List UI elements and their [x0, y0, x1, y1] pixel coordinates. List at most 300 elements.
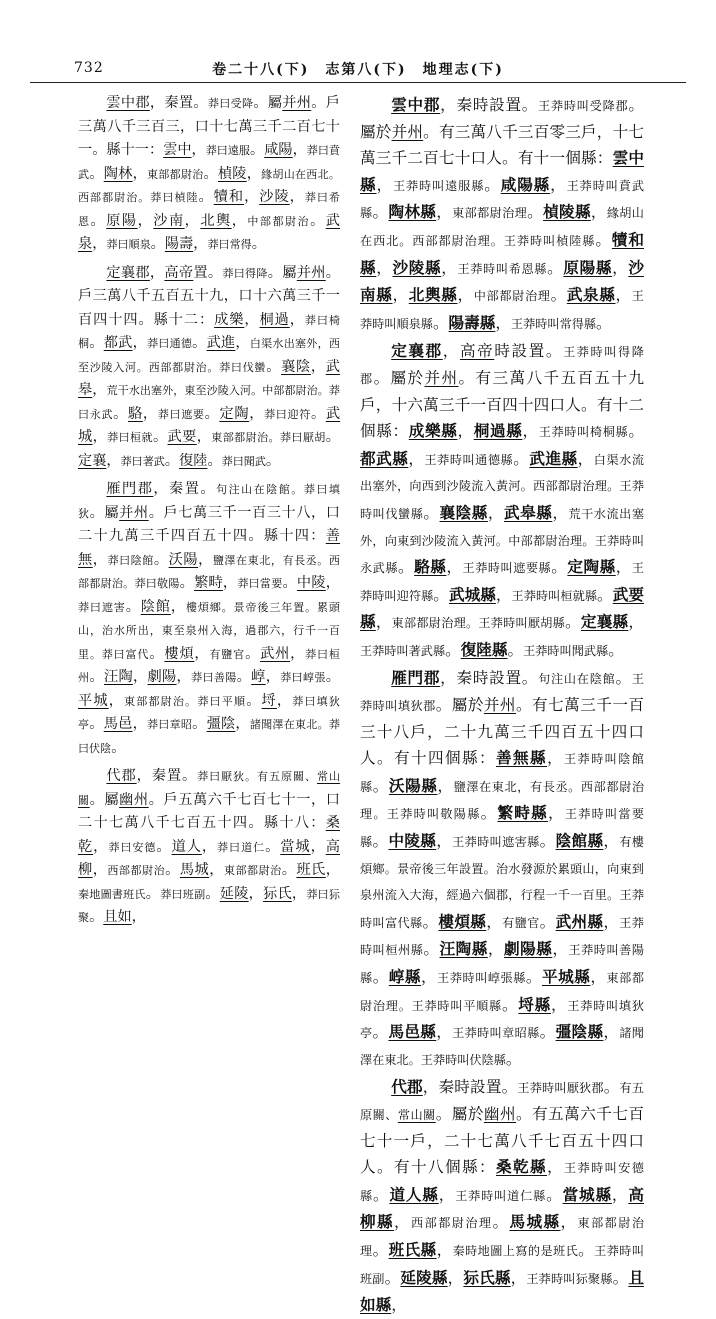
- body-text: ，: [246, 165, 262, 182]
- body-text: 。有五萬六千七百七十一戶，二十七萬八千七百五十四口人。有十八個縣：: [360, 1104, 644, 1177]
- body-text: 。: [372, 1240, 389, 1259]
- body-text: ，秦置。: [153, 481, 217, 497]
- place-name: 崞: [251, 669, 266, 685]
- place-name: 武泉: [78, 212, 340, 252]
- annotation-note: 西部都尉治理: [411, 1216, 493, 1231]
- annotation-note: 句注山在陰館: [538, 672, 616, 687]
- annotation-note: 莽曰班副: [160, 887, 206, 901]
- place-name: 并州: [282, 95, 312, 111]
- body-text: ，: [92, 236, 107, 252]
- body-text: 。戶三萬八千五百五十九，口十六萬三千一百四十四。縣十二：: [78, 264, 340, 328]
- body-text: ，: [552, 940, 569, 959]
- annotation-note: 西部都尉治: [107, 864, 166, 877]
- body-text: ，: [550, 995, 568, 1014]
- body-text: 。: [525, 968, 543, 986]
- body-text: 。: [501, 995, 519, 1014]
- body-text: 。: [596, 313, 612, 332]
- body-text: 。: [89, 335, 104, 351]
- body-text: 。: [265, 452, 281, 469]
- annotation-note: 王莽時叫受降郡: [538, 99, 629, 113]
- body-text: ，: [447, 1268, 464, 1287]
- body-text: 。: [422, 912, 439, 931]
- body-text: 。: [325, 429, 340, 445]
- body-text: ，: [310, 358, 326, 375]
- place-name: 狋氏: [263, 885, 292, 902]
- place-name: 埒縣: [518, 994, 551, 1014]
- body-text: 。: [628, 422, 644, 441]
- annotation-note: 王莽時叫填狄郡: [360, 672, 644, 714]
- body-text: ，秦時設置。: [422, 1078, 518, 1097]
- place-name: 成樂: [214, 311, 245, 328]
- annotation-note: 東部都尉治。莽曰平順: [124, 694, 247, 708]
- place-name: 樓煩縣: [438, 911, 487, 931]
- place-name: 雲中郡: [106, 95, 150, 111]
- body-text: ，: [292, 142, 307, 158]
- annotation-note: 莽曰通德: [146, 337, 193, 350]
- place-name: 沙南縣: [360, 257, 644, 305]
- body-text: ，: [198, 551, 213, 568]
- body-text: 。: [89, 716, 104, 732]
- body-text: 。: [372, 832, 389, 851]
- body-text: ，: [248, 885, 264, 902]
- place-name: 定陶縣: [567, 557, 616, 577]
- body-text: 。: [325, 669, 340, 685]
- annotation-note: 緣胡山在西北。西部都尉治。莽曰楨陸: [78, 167, 340, 204]
- annotation-note: 莽曰得降: [222, 266, 268, 280]
- body-text: ，: [291, 885, 307, 902]
- body-text: 。屬: [89, 791, 120, 808]
- body-text: 。有七萬三千一百三十八戶，二十九萬三千四百五十四口人。有十四個縣：: [360, 696, 644, 768]
- annotation-note: 莽曰安德: [108, 840, 157, 854]
- annotation-note: 中部都尉治: [247, 214, 311, 228]
- place-name: 馬邑縣: [388, 1022, 437, 1042]
- body-text: ，: [310, 838, 326, 855]
- body-text: ，: [231, 212, 248, 229]
- body-text: 。: [373, 1185, 390, 1204]
- annotation-note: 莽曰遠服: [205, 144, 250, 157]
- place-name: 延陵: [219, 885, 249, 902]
- annotation-note: 莽曰順泉: [106, 238, 151, 251]
- annotation-note: 東部都尉治理: [360, 1216, 644, 1258]
- place-name: 高柳縣: [360, 1184, 644, 1232]
- annotation-note: 諸聞澤在東北。王莽時叫伏陰縣: [360, 1026, 644, 1067]
- body-text: ，: [249, 405, 265, 422]
- body-text: ，: [436, 1023, 453, 1042]
- body-text: 。: [245, 645, 261, 662]
- annotation-note: 王莽時叫遮害縣: [452, 835, 540, 850]
- body-text: ，: [92, 551, 108, 568]
- place-name: 劇陽: [147, 669, 177, 685]
- body-text: 。: [204, 405, 220, 422]
- place-name: 并州: [424, 368, 459, 387]
- annotation-note: 東部都尉治: [146, 167, 204, 181]
- body-text: ，: [290, 645, 306, 662]
- body-text: ，: [137, 212, 154, 229]
- body-text: ，: [510, 1268, 527, 1287]
- place-name: 雲中: [163, 142, 192, 158]
- body-text: ，: [106, 452, 121, 469]
- body-text: 。: [539, 912, 556, 931]
- annotation-note: 莽曰桓州: [78, 647, 340, 684]
- place-name: 中陵: [296, 575, 326, 591]
- place-name: 武要: [167, 429, 197, 445]
- place-name: 咸陽: [264, 142, 293, 158]
- body-text: ，: [132, 165, 147, 182]
- body-text: ，: [603, 1023, 620, 1042]
- body-text: ，: [276, 692, 293, 709]
- body-text: ，: [495, 313, 511, 332]
- body-text: 時設置。: [494, 342, 564, 361]
- annotation-note: 莽曰陰館: [107, 553, 154, 567]
- body-text: ，: [522, 422, 539, 441]
- annotation-note: 王莽時叫安德縣: [360, 1161, 644, 1203]
- annotation-note: 白渠水出塞外，西至沙陵入河。西部都尉治。莽曰伐蠻: [78, 337, 340, 374]
- place-name: 班氏: [296, 862, 326, 878]
- body-text: 。: [111, 739, 126, 756]
- place-name: 且如縣: [360, 1267, 644, 1315]
- annotation-note: 王莽時叫遠服縣: [392, 178, 485, 193]
- place-name: 犢和縣: [360, 229, 644, 277]
- annotation-note: 王莽時叫順泉縣: [360, 289, 644, 331]
- body-text: ，: [193, 236, 208, 252]
- annotation-note: 莽曰桓就: [107, 431, 153, 444]
- place-name: 楨陵縣: [543, 202, 591, 222]
- body-text: ，: [375, 613, 392, 632]
- body-text: 。屬於: [435, 1104, 484, 1123]
- body-text: ，: [108, 692, 125, 709]
- annotation-note: 王莽時叫厭狄郡: [517, 1081, 604, 1096]
- body-text: 。: [507, 640, 524, 659]
- body-text: ，: [235, 335, 250, 351]
- body-text: ，: [131, 909, 146, 925]
- place-name: 當城: [280, 838, 311, 855]
- annotation-note: 王莽時叫聞武縣: [523, 643, 609, 658]
- place-name: 并州: [119, 504, 149, 521]
- annotation-note: 莽曰崞張: [280, 671, 326, 684]
- place-name: 沙陵: [259, 189, 290, 205]
- place-name: 彊陰: [206, 716, 236, 732]
- body-text: ，: [391, 1296, 407, 1315]
- annotation-note: 王莽時叫迎符縣: [360, 561, 644, 603]
- body-text: 。: [205, 885, 220, 902]
- place-name: 馬城縣: [509, 1212, 561, 1232]
- body-text: ，: [92, 429, 108, 445]
- body-text: ，: [441, 258, 458, 277]
- place-name: 延陵縣: [400, 1267, 448, 1287]
- place-name: 武皋縣: [503, 502, 553, 522]
- body-text: 。: [89, 909, 104, 925]
- body-text: 。: [608, 640, 624, 659]
- body-text: 。屬: [89, 504, 120, 521]
- place-name: 馬城: [179, 862, 210, 878]
- place-name: 沃陽: [168, 551, 199, 568]
- annotation-note: 莽曰道仁: [217, 840, 266, 854]
- place-name: 代郡: [106, 768, 137, 784]
- body-text: 。: [547, 258, 564, 277]
- body-text: ，: [612, 258, 629, 277]
- place-name: 武城: [78, 405, 341, 445]
- annotation-note: 莽曰賁武: [78, 144, 340, 181]
- place-name: 桑乾: [78, 815, 340, 855]
- annotation-note: 王莽時叫當要縣: [360, 807, 644, 850]
- body-text: ，: [93, 838, 109, 855]
- place-name: 定襄郡: [391, 341, 443, 361]
- annotation-note: 莽曰受降: [207, 97, 254, 110]
- body-text: ，: [392, 286, 409, 305]
- place-name: 雁門郡: [106, 481, 154, 497]
- place-name: 定襄: [78, 452, 107, 469]
- annotation-note: 莽曰常得: [207, 238, 252, 251]
- body-text: 。屬: [267, 264, 297, 281]
- body-text: 。: [179, 575, 195, 591]
- annotation-note: 王莽時叫桓州縣: [360, 915, 644, 958]
- body-text: ，: [325, 862, 340, 878]
- place-name: 道人: [171, 838, 202, 855]
- place-name: 班氏縣: [388, 1239, 437, 1259]
- place-name: 善無縣: [496, 748, 547, 768]
- body-text: ，: [487, 940, 504, 959]
- place-name: 沙南: [153, 212, 185, 229]
- body-text: ，: [590, 968, 607, 986]
- place-name: 高帝: [164, 264, 194, 281]
- annotation-note: 有樓煩鄉。景帝後三年設置。治水發源於累頭山，向東到泉州流入大海，經過六個郡，行程一千一百里。王莽時叫富代縣: [360, 835, 644, 930]
- body-text: ，: [547, 749, 564, 768]
- body-text: ，: [209, 862, 224, 878]
- annotation-note: 王莽時叫善陽縣: [360, 943, 644, 985]
- annotation-note: 王莽時叫道仁縣: [455, 1188, 547, 1203]
- body-text: 。: [445, 640, 461, 659]
- body-text: ，秦置。: [136, 768, 198, 784]
- place-name: 幽州: [483, 1104, 517, 1123]
- body-text: ，: [547, 1158, 564, 1177]
- annotation-note: 鹽澤在東北，有長丞。西部都尉治理。王莽時叫敬陽縣: [360, 779, 644, 822]
- place-name: 沃陽縣: [388, 775, 438, 795]
- annotation-note: 東部都尉治理。王莽時叫平順縣: [360, 971, 645, 1013]
- place-name: 犢和: [213, 189, 245, 205]
- place-name: 埒: [261, 692, 277, 709]
- annotation-note: 莽曰遮害: [78, 600, 126, 614]
- body-text: 。: [246, 692, 262, 709]
- place-name: 常山關: [78, 770, 341, 807]
- body-text: 。: [125, 598, 141, 615]
- annotation-note: 王莽時叫陰館縣: [360, 752, 644, 794]
- body-text: ，: [92, 862, 108, 878]
- annotation-note: 莽曰厭狄。有五原關、: [197, 770, 317, 783]
- place-name: 雲中縣: [360, 148, 644, 194]
- place-name: 襄陰: [281, 358, 311, 375]
- body-text: ，: [611, 1185, 629, 1204]
- place-name: 沙陵縣: [392, 257, 442, 277]
- body-text: ，: [235, 716, 250, 732]
- annotation-note: 荒干水流出塞外，向東到沙陵流入黃河。中部都尉治理。王莽時叫永武縣: [360, 506, 644, 576]
- body-text: 。: [539, 1023, 556, 1042]
- body-text: 。屬於: [360, 96, 644, 141]
- annotation-note: 莽曰希恩: [78, 191, 340, 228]
- place-name: 并州: [483, 696, 516, 715]
- body-text: ，: [244, 189, 260, 205]
- place-name: 北輿: [200, 212, 232, 229]
- body-text: ，: [436, 832, 453, 851]
- place-name: 咸陽縣: [500, 174, 551, 194]
- body-text: ，: [244, 311, 260, 328]
- place-name: 道人縣: [389, 1184, 439, 1204]
- body-text: 。: [265, 838, 281, 855]
- body-text: 。戶七萬三千一百三十八，口二十九萬三千四百五十四。縣十四：: [78, 504, 340, 544]
- body-text: 。: [372, 776, 389, 795]
- body-text: 。: [113, 405, 129, 422]
- page-header: [30, 56, 686, 83]
- annotation-note: 莽曰著武: [120, 454, 165, 468]
- place-name: 陽壽: [164, 236, 194, 252]
- body-text: ，: [615, 558, 632, 577]
- annotation-note: 東部都尉治。莽曰厭胡: [211, 431, 326, 444]
- body-text: ，: [289, 189, 305, 205]
- annotation-note: 秦時地圖上寫的是班氏: [452, 1243, 579, 1258]
- body-text: ，: [394, 1213, 412, 1232]
- body-text: 。: [513, 449, 530, 468]
- body-text: ，: [132, 716, 147, 732]
- body-text: ，: [442, 342, 460, 361]
- place-name: 繁畤縣: [497, 803, 548, 823]
- body-text: 。屬於: [373, 368, 425, 387]
- place-name: 陽壽縣: [448, 312, 496, 332]
- body-text: ，: [92, 382, 107, 398]
- annotation-note: 中部都尉治理: [473, 289, 551, 304]
- place-name: 襄陰縣: [439, 502, 488, 522]
- body-text: 。有三萬八千五百五十九戶，十六萬三千一百四十四口人。有十二個縣：: [360, 368, 644, 441]
- body-text: 。: [539, 832, 556, 851]
- annotation-note: 王莽時叫常得縣: [510, 316, 597, 331]
- annotation-note: 有鹽官: [502, 915, 540, 930]
- body-text: ，: [222, 575, 238, 591]
- body-text: ，: [577, 449, 594, 468]
- annotation-note: 王莽時叫遮要縣: [462, 561, 552, 576]
- commandery-entry-dai: [78, 765, 340, 930]
- body-text: 。戶五萬六千七百七十一，口二十七萬八千七百五十四。縣十八：: [78, 791, 340, 831]
- body-text: 。: [266, 358, 282, 375]
- body-text: 。: [423, 940, 440, 959]
- place-name: 成樂縣: [408, 421, 458, 441]
- place-name: 定襄縣: [580, 612, 629, 632]
- body-text: ，: [132, 335, 147, 351]
- body-text: 。: [165, 862, 180, 878]
- body-text: ，: [437, 776, 454, 795]
- body-text: ，: [196, 429, 212, 445]
- place-name: 陰館縣: [555, 831, 604, 851]
- body-text: ，: [149, 264, 165, 281]
- place-name: 原陽: [106, 212, 138, 229]
- place-name: 高柳: [78, 838, 340, 878]
- place-name: 陰館: [140, 598, 171, 615]
- place-name: 常山關: [397, 1107, 436, 1122]
- body-text: ，: [436, 203, 453, 222]
- body-text: ，: [132, 669, 148, 685]
- place-name: 汪陶縣: [439, 939, 488, 959]
- body-text: ，: [552, 503, 569, 522]
- body-text: 。: [492, 1213, 510, 1232]
- commandery-entry-yanmen: [78, 478, 340, 760]
- place-name: 當城縣: [562, 1184, 612, 1204]
- place-name: 樓煩: [164, 645, 195, 662]
- annotation-note: 王莽時叫桓就縣: [511, 588, 598, 603]
- place-name: 桐過縣: [473, 421, 523, 441]
- body-text: ，: [436, 1240, 453, 1259]
- annotation-note: 荒干水出塞外，東至沙陵入河。中部都尉治。莽曰永武: [78, 384, 340, 421]
- place-name: 繁畤: [194, 575, 223, 591]
- place-name: 定陶: [219, 405, 250, 422]
- body-text: ，: [495, 585, 512, 604]
- body-text: 。: [551, 558, 568, 577]
- annotation-note: 緣胡山在西北。西部都尉治理。王莽時叫楨陸縣: [360, 206, 644, 248]
- annotation-note: 樓煩鄉。景帝後三年置。累頭山，治水所出，東至泉州入海，過郡六，行千一百里。莽曰富代: [78, 600, 340, 661]
- body-text: 。: [310, 405, 326, 422]
- place-name: 陶林: [103, 165, 133, 182]
- body-text: ，: [487, 503, 504, 522]
- body-text: 。: [282, 575, 297, 591]
- body-text: ，: [446, 558, 463, 577]
- annotation-note: 諸聞澤在東北。莽曰伏陰: [78, 718, 340, 755]
- translation-entry-dai: [360, 1074, 644, 1318]
- body-text: 。: [149, 645, 165, 662]
- annotation-note: 莽曰填狄亭: [78, 694, 340, 731]
- place-name: 原陽縣: [563, 257, 613, 277]
- body-text: 置。: [193, 264, 223, 281]
- body-text: ，: [628, 613, 644, 632]
- body-text: 。: [565, 613, 581, 632]
- annotation-note: 秦地圖書班氏: [78, 887, 146, 901]
- body-text: ，: [176, 669, 192, 685]
- body-text: 。: [432, 313, 449, 332]
- body-text: 。: [156, 838, 172, 855]
- body-text: 。: [372, 968, 389, 986]
- body-text: ，: [170, 598, 186, 615]
- place-name: 復陸縣: [460, 639, 508, 659]
- body-text: 。: [372, 203, 389, 222]
- translation-entry-dingxiang: [360, 338, 644, 664]
- body-text: ，: [142, 405, 158, 422]
- body-text: ，: [421, 968, 438, 986]
- annotation-note: 王莽時叫崞張縣: [437, 971, 526, 985]
- place-name: 高帝: [459, 342, 495, 361]
- body-text: 。: [150, 236, 165, 252]
- body-text: 。: [550, 286, 567, 305]
- place-name: 平城: [78, 692, 109, 709]
- running-head: 卷二十八(下) 志第八(下) 地理志(下): [212, 62, 504, 78]
- body-text: 。屬: [253, 95, 283, 111]
- body-text: 。有三萬八千三百零三戶，十七萬三千二百七十口人。有十一個縣：: [360, 122, 644, 168]
- place-name: 都武: [103, 335, 133, 351]
- body-text: ，秦時設置。: [440, 96, 539, 114]
- body-text: 。: [505, 1049, 522, 1068]
- place-name: 馬邑: [103, 716, 133, 732]
- body-text: 。: [612, 1268, 629, 1287]
- body-text: ，: [408, 449, 425, 468]
- place-name: 陶林縣: [388, 202, 437, 222]
- place-name: 武城縣: [448, 584, 496, 604]
- body-text: ，: [184, 212, 201, 229]
- annotation-note: 莽曰狋聚: [78, 887, 340, 924]
- place-name: 代郡: [391, 1077, 423, 1097]
- place-name: 平城縣: [542, 967, 591, 986]
- body-text: 。: [281, 862, 297, 878]
- body-text: 。: [433, 585, 449, 604]
- place-name: 武皋: [78, 358, 340, 398]
- annotation-note: 莽曰章昭: [146, 718, 193, 731]
- body-text: 。: [595, 230, 612, 249]
- body-text: 。: [152, 429, 168, 445]
- body-text: ，: [376, 258, 393, 277]
- body-text: ，: [547, 804, 565, 823]
